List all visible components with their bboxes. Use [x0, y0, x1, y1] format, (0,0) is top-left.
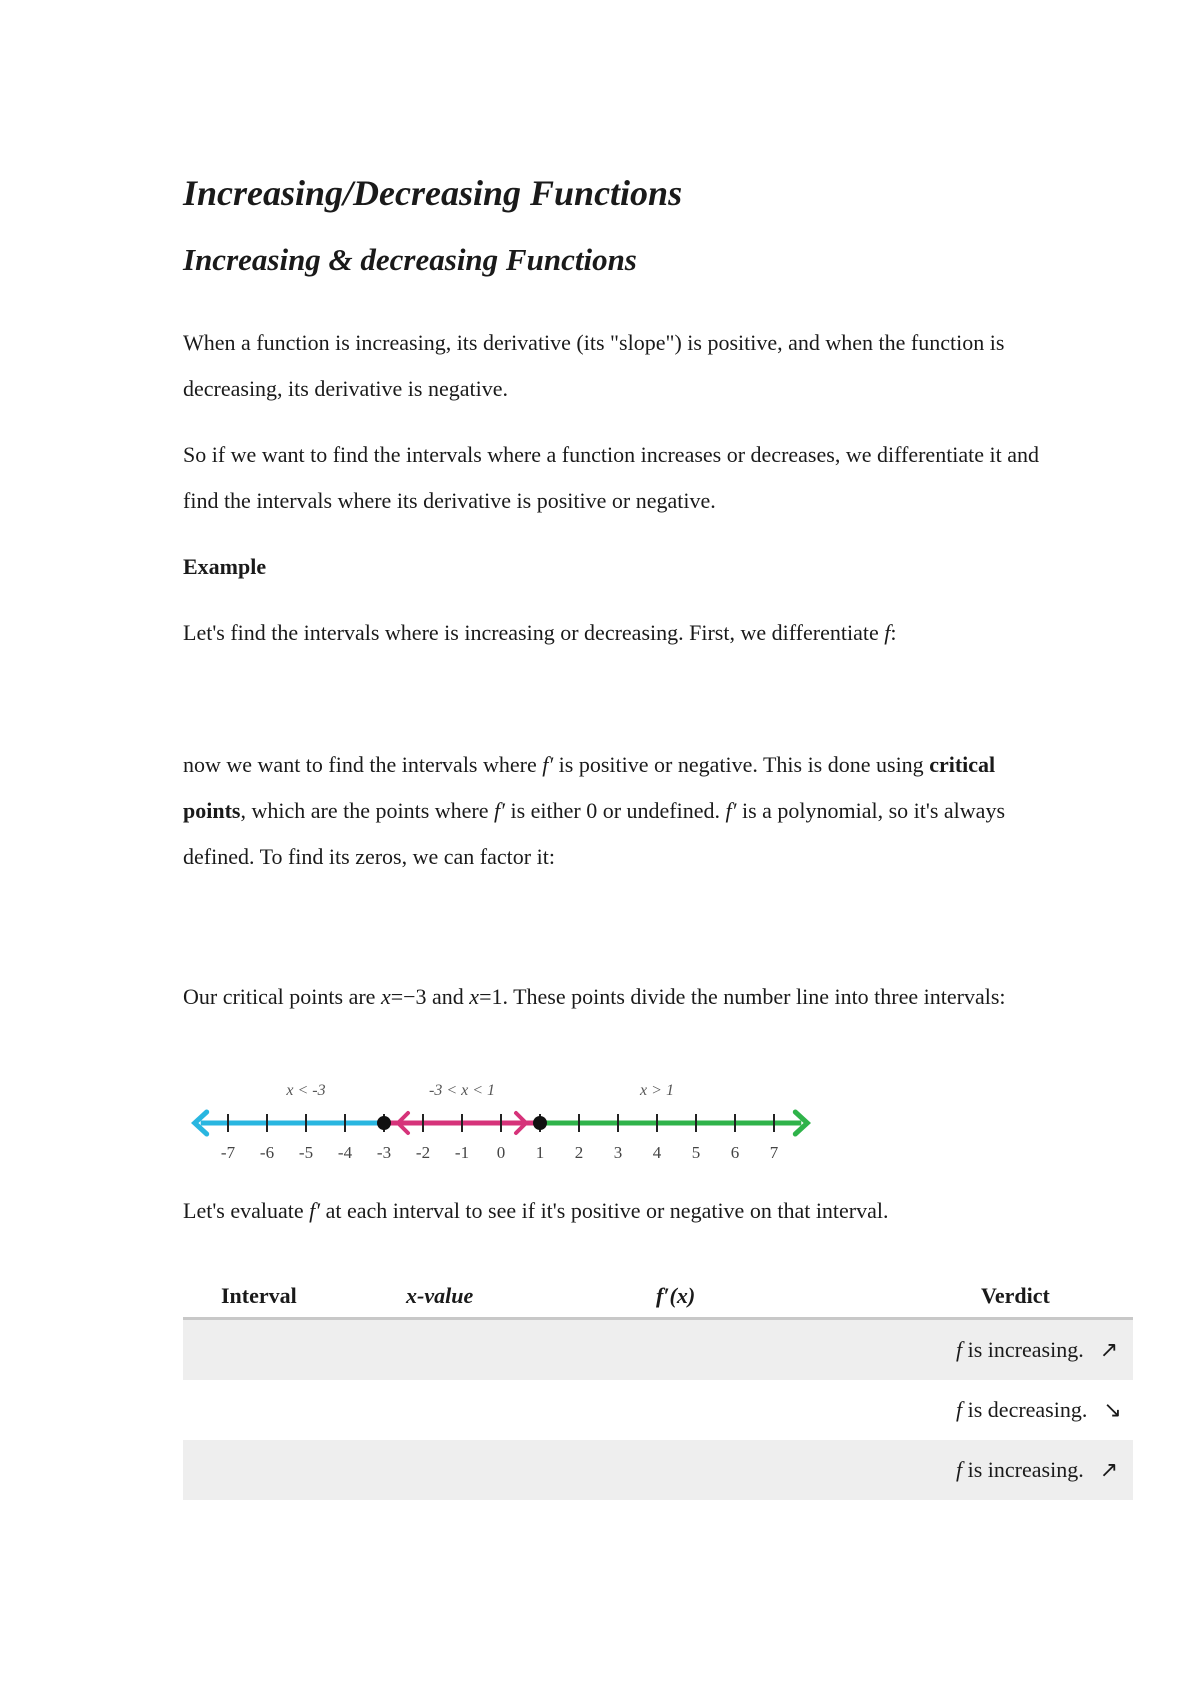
interval-label: -3 < x < 1 [428, 1082, 496, 1099]
tick-label: -3 [376, 1143, 392, 1162]
header-verdict: Verdict [956, 1275, 1133, 1319]
x-value-cell [406, 1440, 656, 1500]
tick-label: -5 [298, 1143, 314, 1162]
critical-value: =−3 [390, 984, 427, 1009]
number-line-figure [183, 1075, 833, 1175]
arrow-up-right-icon: ↗ [1099, 1338, 1119, 1363]
example-text: is either 0 or undefined. [504, 798, 726, 823]
arrow-down-right-icon: ↘ [1103, 1398, 1122, 1423]
intro-paragraph-1: When a function is increasing, its derivative (its "slope") is positive, and when the function is decreasing, its derivative is negative. [183, 330, 1005, 401]
verdict-cell [956, 1380, 1133, 1440]
example-text: , which are the points where [240, 798, 495, 823]
interval-cell [183, 1380, 406, 1440]
table-header-row [183, 1275, 1133, 1319]
example-text: Let's find the intervals where is increasing or decreasing. First, we differentiate [183, 620, 885, 645]
derivative-symbol: f′ [542, 752, 554, 777]
example-text: Our critical points are [183, 984, 381, 1009]
tick-label: -1 [454, 1143, 470, 1162]
interval-table [183, 1275, 1133, 1500]
derivative-cell [656, 1440, 956, 1500]
tick-label: 6 [730, 1143, 740, 1162]
tick-label: 3 [613, 1143, 623, 1162]
tick-label: 1 [535, 1143, 545, 1162]
verdict-text: is increasing. [962, 1337, 1084, 1362]
verdict-cell [956, 1440, 1133, 1500]
table-row [183, 1440, 1133, 1500]
header-derivative: f′(x) [656, 1275, 956, 1319]
example-text: . These points divide the number line into three intervals: [502, 984, 1006, 1009]
verdict-text: is decreasing. [962, 1397, 1088, 1422]
tick-label: -2 [415, 1143, 431, 1162]
tick-label: 4 [652, 1143, 662, 1162]
example-label: Example [183, 554, 267, 579]
interval-cell [183, 1319, 406, 1381]
verdict-text: is increasing. [962, 1457, 1084, 1482]
critical-point-dot [377, 1116, 391, 1130]
example-text: now we want to find the intervals where [183, 752, 543, 777]
tick-label: 5 [691, 1143, 701, 1162]
tick-label: -6 [259, 1143, 275, 1162]
section-title: Increasing & decreasing Functions [183, 242, 637, 277]
example-text: at each interval to see if it's positive or negative on that interval. [320, 1198, 889, 1223]
example-paragraph-3 [183, 974, 1063, 1020]
derivative-symbol: f′ [725, 798, 737, 823]
example-paragraph-1 [183, 610, 1063, 656]
tick-label: -7 [220, 1143, 236, 1162]
header-interval: Interval [183, 1275, 406, 1319]
critical-points-term: critical points [183, 752, 996, 823]
interval-label: x > 1 [640, 1082, 674, 1099]
derivative-cell [656, 1319, 956, 1381]
interval-cell [183, 1440, 406, 1500]
function-symbol: f [884, 620, 891, 645]
x-variable: x [380, 984, 391, 1009]
derivative-symbol: f′ [494, 798, 505, 823]
tick-label: 2 [574, 1143, 584, 1162]
example-text: Let's evaluate [183, 1198, 310, 1223]
interval-label: x < -3 [286, 1082, 326, 1099]
intro-paragraph-2: So if we want to find the intervals where a function increases or decreases, we differentiate it and find the intervals where its derivative is positive or negative. [183, 442, 1040, 513]
tick-label: 0 [496, 1143, 506, 1162]
example-text: and [426, 984, 470, 1009]
critical-point-dot [533, 1116, 547, 1130]
derivative-symbol: f′ [309, 1198, 321, 1223]
table-row [183, 1319, 1133, 1381]
example-paragraph-2 [183, 742, 1063, 880]
arrow-up-right-icon: ↗ [1099, 1458, 1119, 1483]
x-value-cell [406, 1319, 656, 1381]
x-value-cell [406, 1380, 656, 1440]
derivative-cell [656, 1380, 956, 1440]
x-variable: x [469, 984, 480, 1009]
table-row [183, 1380, 1133, 1440]
page-title: Increasing/Decreasing Functions [183, 173, 683, 213]
tick-label: 7 [769, 1143, 779, 1162]
example-text: is positive or negative. This is done using [553, 752, 930, 777]
tick-label: -4 [337, 1143, 353, 1162]
function-symbol: f [956, 1397, 963, 1422]
critical-value: =1 [479, 984, 503, 1009]
example-text: : [890, 620, 897, 645]
example-paragraph-4 [183, 1188, 1063, 1234]
header-x-value: x-value [406, 1275, 656, 1319]
function-symbol: f [956, 1337, 963, 1362]
function-symbol: f [956, 1457, 963, 1482]
example-text: is a polynomial, so it's always defined. To find its zeros, we can factor it: [183, 798, 1006, 869]
verdict-cell [956, 1319, 1133, 1381]
